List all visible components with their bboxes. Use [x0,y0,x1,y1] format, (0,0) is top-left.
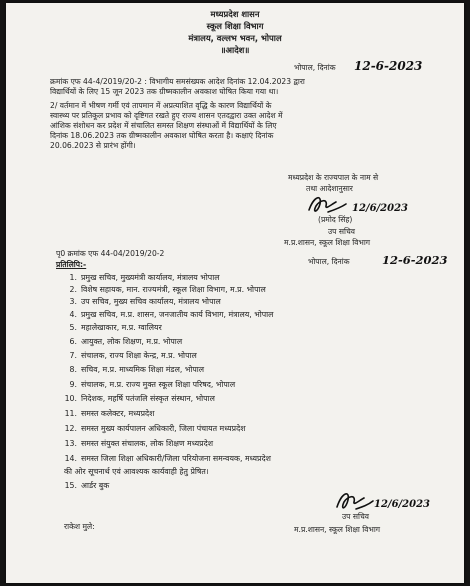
header-order: ॥आदेश॥ [220,45,250,55]
signature-top-date: 12/6/2023 [352,203,409,214]
copy-item: 13. समस्त संयुक्त संचालक, लोक शिक्षण मध्यप्रदेश [64,439,214,448]
top-date-handwritten: 12-6-2023 [354,59,423,73]
order-body-line-5: आंशिक संशोधन कर प्रदेश में संचालित समस्त शिक्षण संस्थाओं में विद्यार्थियों के लिए [50,121,277,130]
authority-date-handwritten: 12-6-2023 [382,253,448,267]
authority-line-1: मध्यप्रदेश के राज्यपाल के नाम से [288,173,379,182]
copy-item: 10. निदेशक, महर्षि पतंजलि संस्कृत संस्थान, भोपाल [64,394,215,403]
top-date-prefix: भोपाल, दिनांक [294,63,336,72]
signature-bottom [334,487,374,515]
signature-bottom-date: 12/6/2023 [374,499,431,510]
copy-heading: प्रतिलिपि:- [56,260,87,269]
copy-item: 3. उप सचिव, मुख्य सचिव कार्यालय, मंत्रालय भोपाल [69,297,221,306]
copy-item: 5. महालेखाकार, म.प्र. ग्वालियर [69,323,162,332]
copy-item: 12. समस्त मुख्य कार्यपालन अधिकारी, जिला पंचायत मध्यप्रदेश [64,424,246,433]
footer-designation: उप सचिव [342,512,370,521]
copy-item: 9. संचालक, म.प्र. राज्य मुक्त स्कूल शिक्षा परिषद, भोपाल [69,380,236,389]
order-body-line-1: क्रमांक एफ 44-4/2019/20-2 : विभागीय समसंख्यक आदेश दिनांक 12.04.2023 द्वारा [50,77,305,86]
copy-item: 14. समस्त जिला शिक्षा अधिकारी/जिला परियोजना समन्वयक, मध्यप्रदेश [64,454,271,463]
order-body-line-7: 20.06.2023 से प्रारंभ होंगी। [50,141,136,150]
copy-item: 8. सचिव, म.प्र. माध्यमिक शिक्षा मंडल, भोपाल [69,365,205,374]
authority-date-prefix: भोपाल, दिनांक [308,257,350,266]
order-body-line-3: 2/ वर्तमान में भीषण गर्मी एवं तापमान में अप्रत्याशित वृद्धि के कारण विद्यार्थियों के [50,101,272,110]
copy-item: 1. प्रमुख सचिव, मुख्यमंत्री कार्यालय, मंत्रालय भोपाल [69,273,220,282]
order-body-line-4: स्वास्थ्य पर प्रतिकूल प्रभाव को दृष्टिगत रखते हुए राज्य शासन एतदद्वारा उक्त आदेश में [50,111,283,120]
copy-item: 7. संचालक, राज्य शिक्षा केन्द्र, म.प्र. भोपाल [69,351,197,360]
order-body-line-2: विद्यार्थियों के लिए 15 जून 2023 तक ग्रीष्मकालीन अवकाश घोषित किया गया था। [50,87,279,96]
authority-line-2: तथा आदेशानुसार [306,184,353,193]
copy-item: 4. प्रमुख सचिव, म.प्र. शासन, जनजातीय कार्य विभाग, मंत्रालय, भोपाल [69,310,274,319]
authority-department: म.प्र.शासन, स्कूल शिक्षा विभाग [284,238,371,247]
authority-name: (प्रमोद सिंह) [318,215,353,224]
copy-number: पृ0 क्रमांक एफ 44-04/2019/20-2 [56,249,165,258]
header-department: स्कूल शिक्षा विभाग [206,21,264,31]
copy-item-continuation: की ओर सूचनार्थ एवं आवश्यक कार्यवाही हेतु प्रेषित। [64,467,209,476]
copy-item: 2. विशेष सहायक, मान. राज्यमंत्री, स्कूल शिक्षा विभाग, म.प्र. भोपाल [69,285,266,294]
copy-item: 11. समस्त कलेक्टर, मध्यप्रदेश [64,409,155,418]
header-state: मध्यप्रदेश शासन [210,9,260,19]
header-address: मंत्रालय, वल्लभ भवन, भोपाल [188,33,282,43]
copy-item: 15. आर्डर बुक [64,481,110,490]
order-document [6,3,464,583]
authority-designation: उप सचिव [328,227,356,236]
footer-department: म.प्र.शासन, स्कूल शिक्षा विभाग [294,525,381,534]
order-body-line-6: दिनांक 18.06.2023 तक ग्रीष्मकालीन अवकाश घोषित करता है। कक्षाएं दिनांक [50,131,274,140]
footer-left-note: राकेश मुले: [64,522,95,531]
copy-item: 6. आयुक्त, लोक शिक्षण, म.प्र. भोपाल [69,337,183,346]
